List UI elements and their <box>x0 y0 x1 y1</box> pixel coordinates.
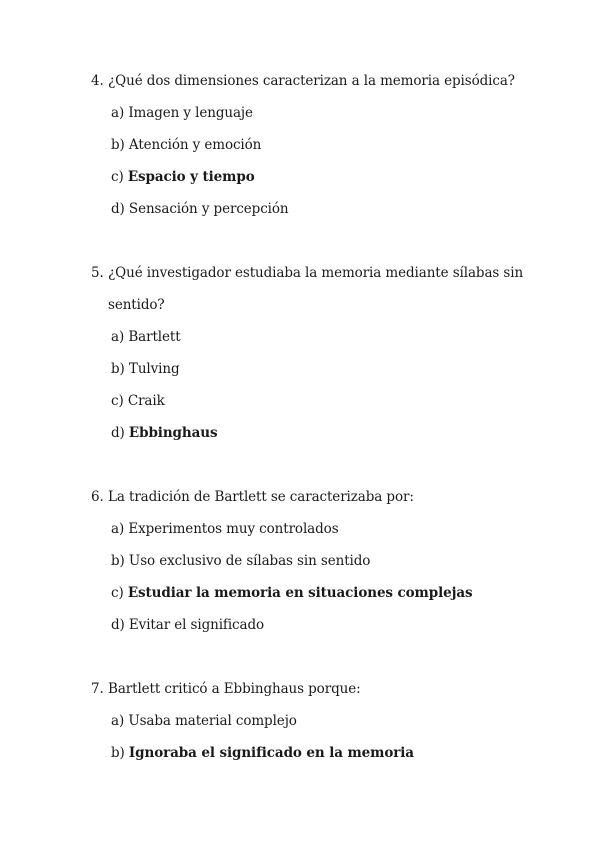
option-text: Bartlett <box>128 329 181 345</box>
question-5-stem <box>91 264 523 282</box>
question-7-option-a <box>111 712 297 730</box>
question-text: ¿Qué dos dimensiones caracterizan a la memoria episódica? <box>108 73 515 89</box>
question-4-option-b <box>111 136 261 154</box>
option-text-correct: Estudiar la memoria en situaciones complejas <box>127 585 473 601</box>
question-7-stem <box>91 680 361 698</box>
option-text-correct: Ebbinghaus <box>128 425 218 441</box>
question-5-option-d-correct <box>111 424 217 442</box>
option-text: Atención y emoción <box>128 137 262 153</box>
question-text: ¿Qué investigador estudiaba la memoria mediante sílabas sin <box>108 265 524 281</box>
option-text: Tulving <box>128 361 180 377</box>
question-number: 5. <box>91 265 104 281</box>
option-text: Usaba material complejo <box>128 713 297 729</box>
option-letter: a) <box>111 713 125 729</box>
question-text: La tradición de Bartlett se caracterizaba por: <box>108 489 414 505</box>
option-letter: a) <box>111 521 125 537</box>
option-letter: b) <box>111 361 125 377</box>
option-letter: d) <box>111 201 125 217</box>
option-text: Sensación y percepción <box>128 201 289 217</box>
question-6-option-b <box>111 552 370 570</box>
option-letter: b) <box>111 137 125 153</box>
question-5-stem-continuation <box>108 296 165 314</box>
option-text: Evitar el significado <box>128 617 265 633</box>
question-6-option-c-correct <box>111 584 473 602</box>
option-letter: c) <box>111 393 124 409</box>
question-4-option-d <box>111 200 289 218</box>
option-letter: b) <box>111 745 125 761</box>
option-text: Uso exclusivo de sílabas sin sentido <box>128 553 371 569</box>
option-letter: c) <box>111 169 124 185</box>
question-5-option-a <box>111 328 181 346</box>
option-text-correct: Espacio y tiempo <box>127 169 255 185</box>
question-5-option-c <box>111 392 165 410</box>
option-text: Imagen y lenguaje <box>128 105 253 121</box>
question-5-option-b <box>111 360 180 378</box>
option-letter: a) <box>111 105 125 121</box>
question-text: Bartlett criticó a Ebbinghaus porque: <box>108 681 361 697</box>
question-4-option-a <box>111 104 253 122</box>
option-text: Experimentos muy controlados <box>128 521 339 537</box>
question-number: 7. <box>91 681 104 697</box>
question-7-option-b-correct <box>111 744 414 762</box>
question-4-option-c-correct <box>111 168 255 186</box>
option-letter: c) <box>111 585 124 601</box>
question-6-option-d <box>111 616 264 634</box>
option-letter: d) <box>111 425 125 441</box>
option-letter: a) <box>111 329 125 345</box>
question-number: 4. <box>91 73 104 89</box>
option-text-correct: Ignoraba el significado en la memoria <box>128 745 414 761</box>
question-text-continuation: sentido? <box>108 297 165 313</box>
question-number: 6. <box>91 489 104 505</box>
option-letter: d) <box>111 617 125 633</box>
option-letter: b) <box>111 553 125 569</box>
question-4-stem <box>91 72 515 90</box>
question-6-stem <box>91 488 414 506</box>
question-6-option-a <box>111 520 339 538</box>
option-text: Craik <box>127 393 165 409</box>
